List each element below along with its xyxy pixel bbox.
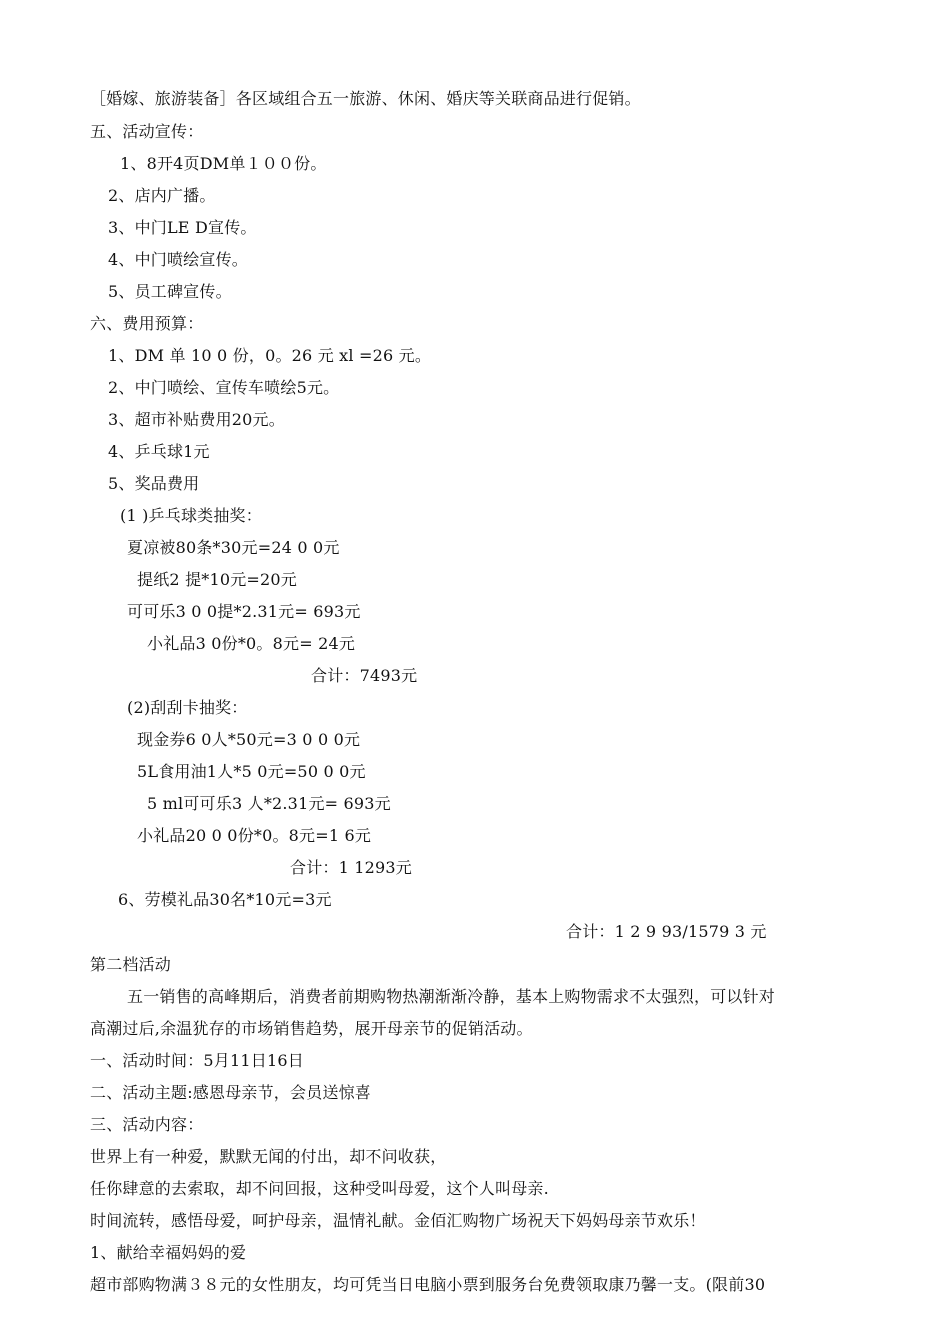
budget-item-4: 4、乒乓球1元 — [108, 442, 210, 461]
budget-grand-total: 合计：1 2 9 93/1579 3 元 — [566, 922, 767, 941]
scratch-card-subtotal: 合计：1 1293元 — [290, 858, 412, 877]
budget-item-5: 5、奖品费用 — [108, 474, 200, 493]
pingpong-prize-line: 夏凉被80条*30元=24 0 0元 — [127, 538, 340, 557]
section-heading-publicity: 五、活动宣传： — [90, 122, 204, 141]
publicity-item-2: 2、店内广播。 — [108, 186, 216, 205]
promo-wedding-travel-line: ［婚嫁、旅游装备］各区域组合五一旅游、休闲、婚庆等关联商品进行促销。 — [90, 89, 641, 108]
budget-item-6: 6、劳模礼品30名*10元=3元 — [118, 890, 332, 909]
paragraph-line: 高潮过后,余温犹存的市场销售趋势，展开母亲节的促销活动。 — [90, 1019, 533, 1038]
publicity-item-3: 3、中门LE D宣传。 — [108, 218, 257, 237]
pingpong-prize-line: 可可乐3 0 0提*2.31元= 693元 — [127, 602, 361, 621]
publicity-item-5: 5、员工碑宣传。 — [108, 282, 232, 301]
pingpong-lottery-heading: (1 )乒乓球类抽奖： — [120, 506, 262, 525]
budget-item-1: 1、DM 单 10 0 份，0。26 元 xl =26 元。 — [108, 346, 432, 365]
activity-theme-line: 二、活动主题:感恩母亲节，会员送惊喜 — [90, 1083, 371, 1102]
pingpong-prize-line: 提纸2 提*10元=20元 — [137, 570, 297, 589]
paragraph-line: 五一销售的高峰期后，消费者前期购物热潮渐渐冷静，基本上购物需求不太强烈，可以针对 — [127, 987, 776, 1006]
scratch-card-prize-line: 现金券6 0人*50元=3 0 0 0元 — [137, 730, 361, 749]
scratch-card-prize-line: 5 ml可可乐3 人*2.31元= 693元 — [147, 794, 391, 813]
publicity-item-1: 1、8开4页DM单１００份。 — [120, 154, 327, 173]
scratch-card-prize-line: 5L食用油1人*5 0元=50 0 0元 — [137, 762, 366, 781]
pingpong-prize-line: 小礼品3 0份*0。8元= 24元 — [147, 634, 356, 653]
section-heading-budget: 六、费用预算： — [90, 314, 204, 333]
scratch-card-prize-line: 小礼品20 0 0份*0。8元=1 6元 — [137, 826, 372, 845]
second-phase-heading: 第二档活动 — [90, 955, 172, 974]
budget-item-2: 2、中门喷绘、宣传车喷绘5元。 — [108, 378, 340, 397]
slogan-line: 时间流转，感悟母爱，呵护母亲，温情礼献。金佰汇购物广场祝天下妈妈母亲节欢乐！ — [90, 1211, 706, 1230]
publicity-item-4: 4、中门喷绘宣传。 — [108, 250, 248, 269]
activity-time-line: 一、活动时间：5月11日16日 — [90, 1051, 304, 1070]
budget-item-3: 3、超市补贴费用20元。 — [108, 410, 285, 429]
poem-line: 世界上有一种爱，默默无闻的付出，却不问收获， — [90, 1147, 447, 1166]
activity-content-heading: 三、活动内容： — [90, 1115, 204, 1134]
paragraph-line: 超市部购物满３８元的女性朋友，均可凭当日电脑小票到服务台免费领取康乃馨一支。(限前30 — [90, 1275, 766, 1294]
pingpong-subtotal: 合计：7493元 — [311, 666, 418, 685]
scratch-card-heading: (2)刮刮卡抽奖： — [127, 698, 248, 717]
subsection-heading: 1、献给幸福妈妈的爱 — [90, 1243, 247, 1262]
poem-line: 任你肆意的去索取，却不问回报，这种受叫母爱，这个人叫母亲. — [90, 1179, 549, 1198]
